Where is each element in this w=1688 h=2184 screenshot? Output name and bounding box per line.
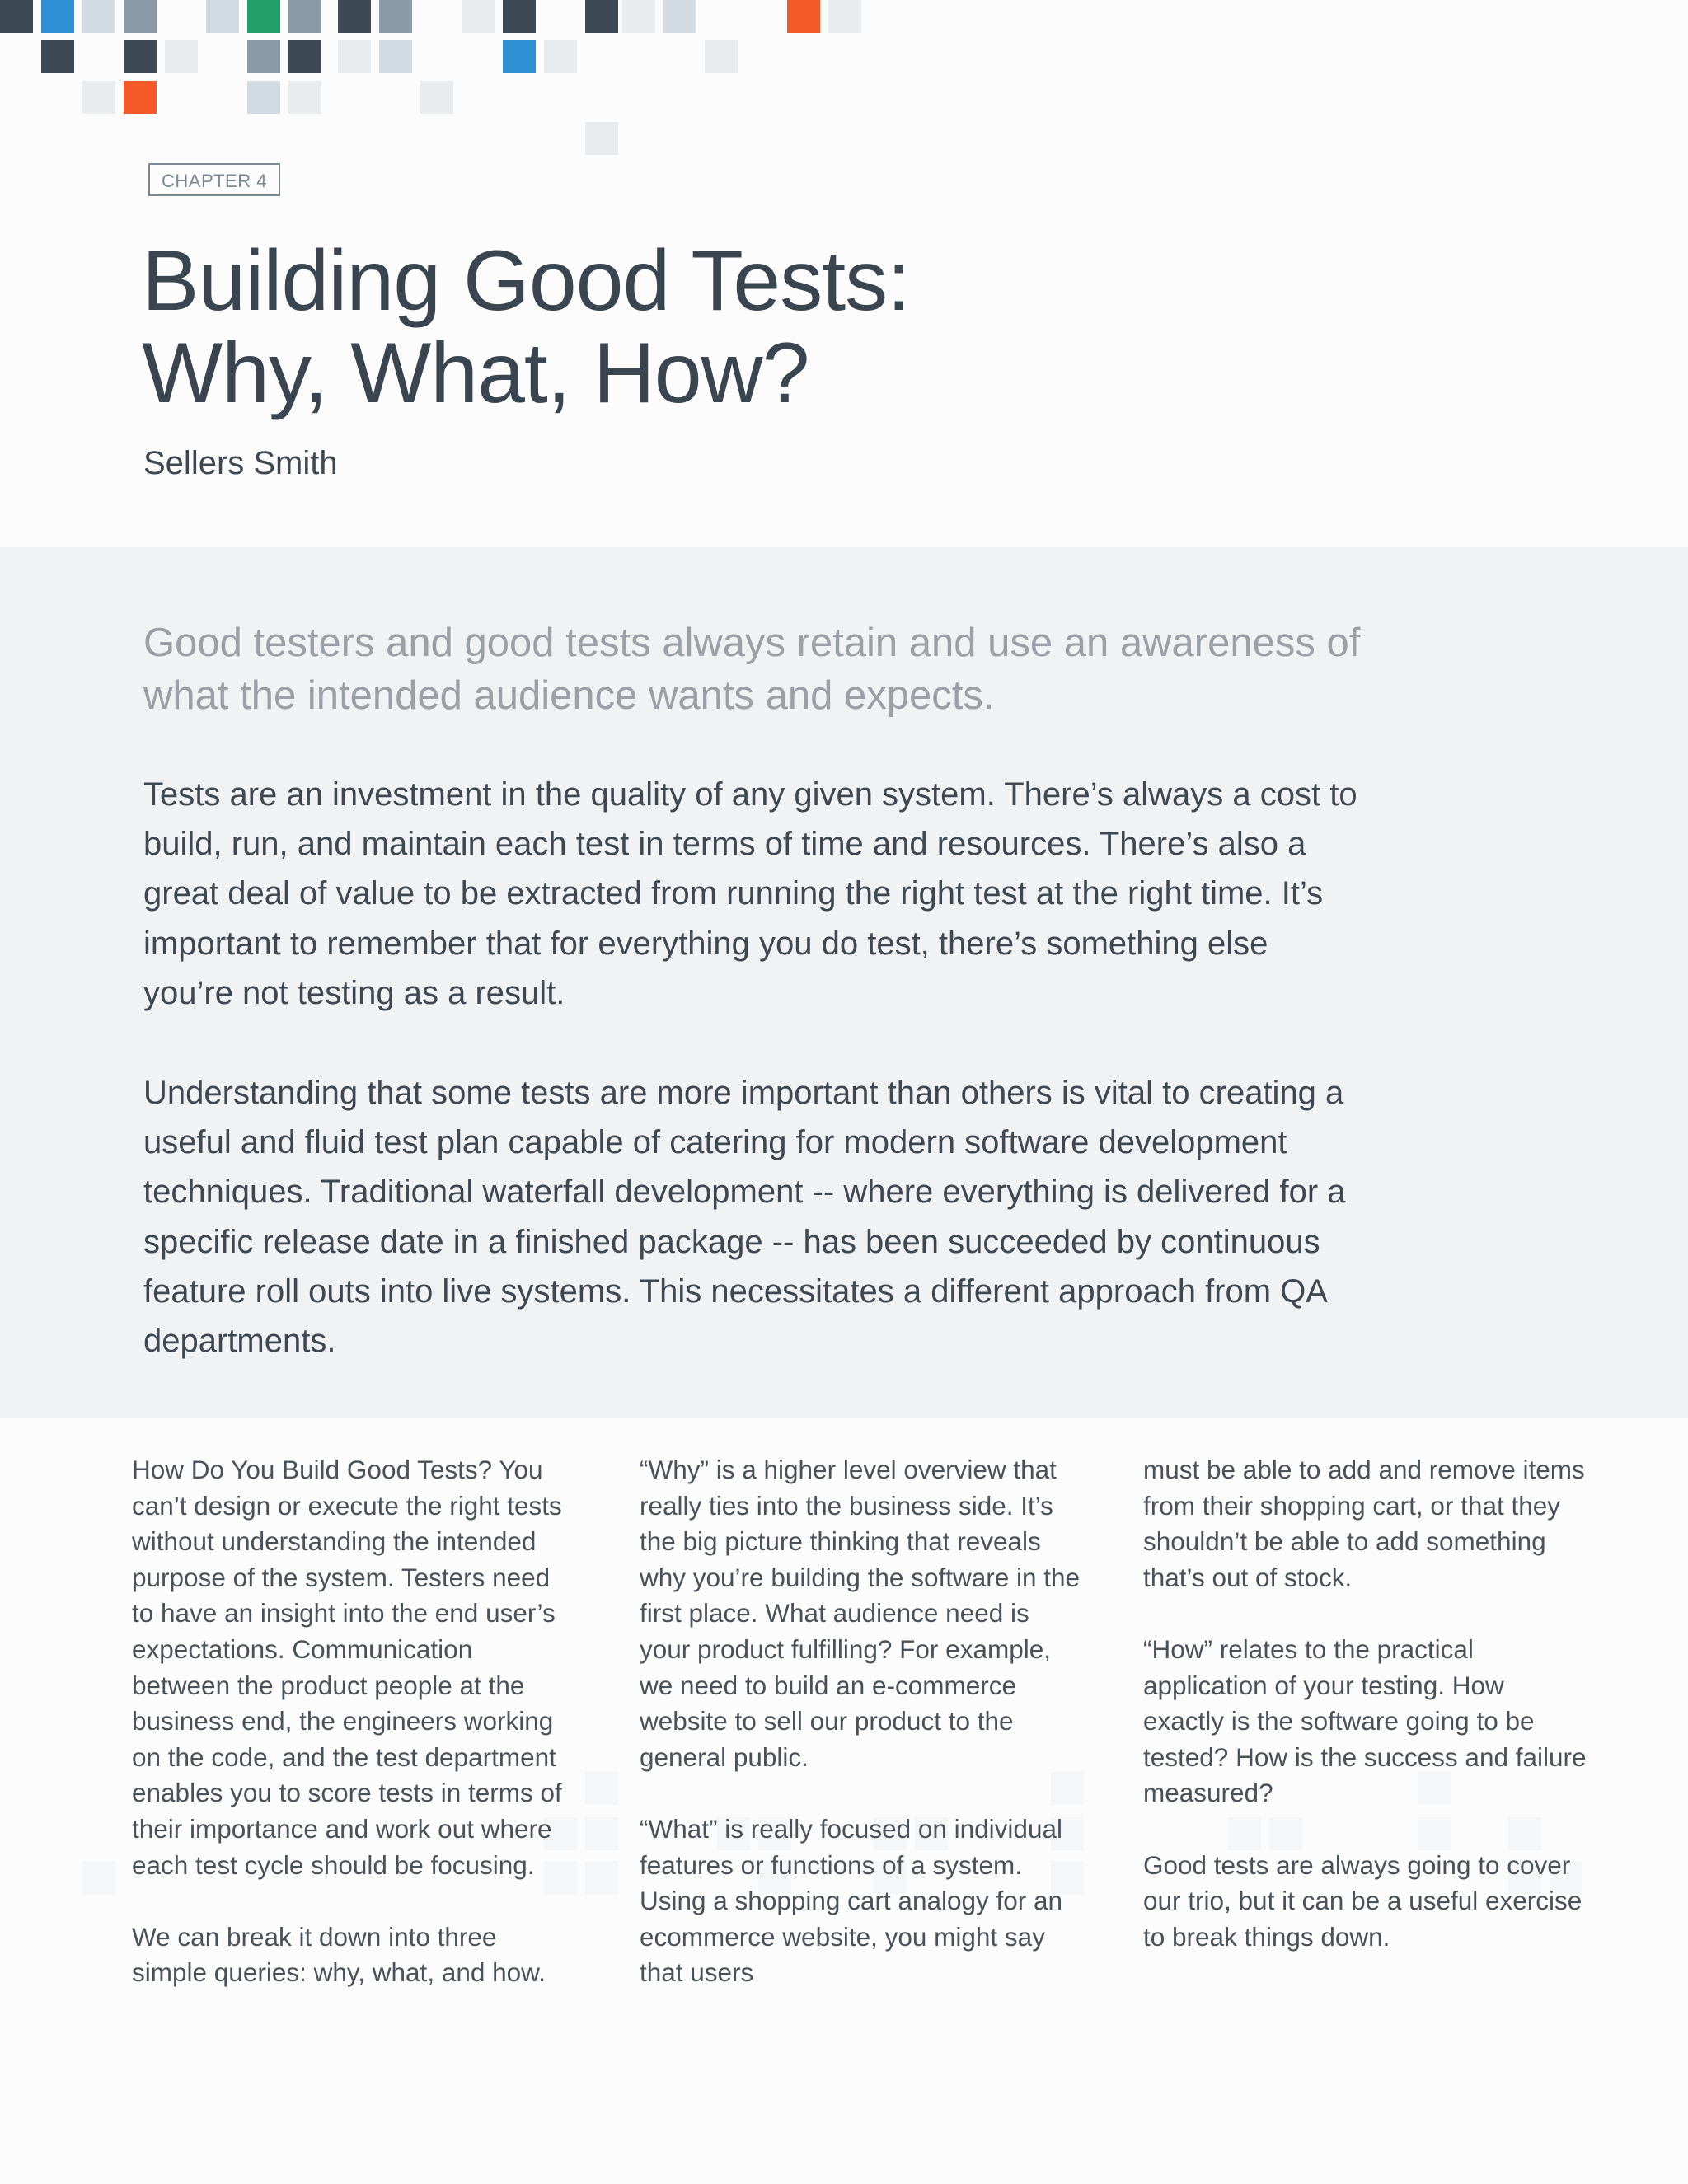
mosaic-square [828, 0, 861, 33]
mosaic-square [124, 81, 157, 114]
mosaic-square [338, 40, 371, 73]
mosaic-square [622, 0, 655, 33]
mosaic-square [585, 122, 618, 155]
mosaic-square [206, 0, 239, 33]
mosaic-square [503, 0, 536, 33]
body-paragraph: “How” relates to the practical application of your testing. How exactly is the software going to be tested? How is the success and failure measured? [1143, 1633, 1587, 1808]
mosaic-square [0, 0, 33, 33]
mosaic-square [663, 0, 696, 33]
page-title [142, 235, 910, 419]
title-line-2: Why, What, How? [142, 326, 809, 421]
lead-paragraph: Tests are an investment in the quality of any given system. There’s always a cost to build, run, and maintain each test in terms of time and resources. There’s also a great deal of value to be extracted from running the right test at the right time. It’s important to remember that for everything you do test, there’s something else you’re not testing as a result. [143, 776, 1357, 1011]
mosaic-square [585, 0, 618, 33]
ghost-square [585, 1817, 618, 1850]
chapter-label: CHAPTER 4 [148, 163, 280, 196]
mosaic-square [82, 81, 115, 114]
body-paragraph: must be able to add and remove items from their shopping cart, or that they shouldn’t be able to add something that’s out of stock. [1143, 1455, 1585, 1592]
pull-quote: Good testers and good tests always retain and use an awareness of what the intended audience wants and expects. [143, 621, 1361, 718]
mosaic-square [420, 81, 453, 114]
mosaic-square [247, 81, 280, 114]
decorative-pixel-mosaic [0, 0, 907, 165]
mosaic-square [288, 40, 321, 73]
body-paragraph: “What” is really focused on individual features or functions of a system. Using a shopping cart analogy for an ecommerce website, you might say that users [640, 1813, 1063, 1988]
mosaic-square [338, 0, 371, 33]
mosaic-square [379, 0, 412, 33]
mosaic-square [379, 40, 412, 73]
mosaic-square [288, 81, 321, 114]
author-name: Sellers Smith [143, 445, 338, 481]
mosaic-square [247, 0, 280, 33]
mosaic-square [544, 40, 577, 73]
ghost-square [585, 1772, 618, 1805]
mosaic-square [288, 0, 321, 33]
lead-paragraph: Understanding that some tests are more important than others is vital to creating a useful and fluid test plan capable of catering for modern software development techniques. Traditional waterfall development -- where everything is delivered for a specific release date in a finished package -- has been succeeded by continuous feature roll outs into live systems. This necessitates a different approach from QA departments. [143, 1075, 1346, 1360]
body-paragraph: “Why” is a higher level overview that really ties into the business side. It’s the big picture thinking that reveals why you’re building the software in the first place. What audience need is your product fulfilling? For example, we need to build an e-commerce website to sell our product to the general public. [640, 1455, 1081, 1772]
mosaic-square [705, 40, 738, 73]
mosaic-square [787, 0, 820, 33]
ghost-square [585, 1861, 618, 1894]
body-column-2 [640, 1452, 1085, 1991]
ghost-square [82, 1861, 115, 1894]
mosaic-square [82, 0, 115, 33]
body-paragraph: Good tests are always going to cover our trio, but it can be a useful exercise to break things down. [1143, 1849, 1582, 1952]
body-column-1 [132, 1452, 577, 1991]
mosaic-square [462, 0, 495, 33]
title-line-1: Building Good Tests: [142, 233, 910, 329]
body-column-3 [1143, 1452, 1588, 1955]
mosaic-square [124, 40, 157, 73]
mosaic-square [247, 40, 280, 73]
body-paragraph: We can break it down into three simple queries: why, what, and how. [132, 1921, 546, 1988]
mosaic-square [41, 0, 74, 33]
mosaic-square [124, 0, 157, 33]
mosaic-square [503, 40, 536, 73]
body-paragraph: How Do You Build Good Tests? You can’t design or execute the right tests without understanding the intended purpose of the system. Testers need to have an insight into the end user’s expectations. Communication between the product people at the business end, the engineers working on the code, and the test department enables you to score tests in terms of their importance and work out where each test cycle should be focusing. [132, 1455, 562, 1880]
mosaic-square [41, 40, 74, 73]
mosaic-square [165, 40, 198, 73]
